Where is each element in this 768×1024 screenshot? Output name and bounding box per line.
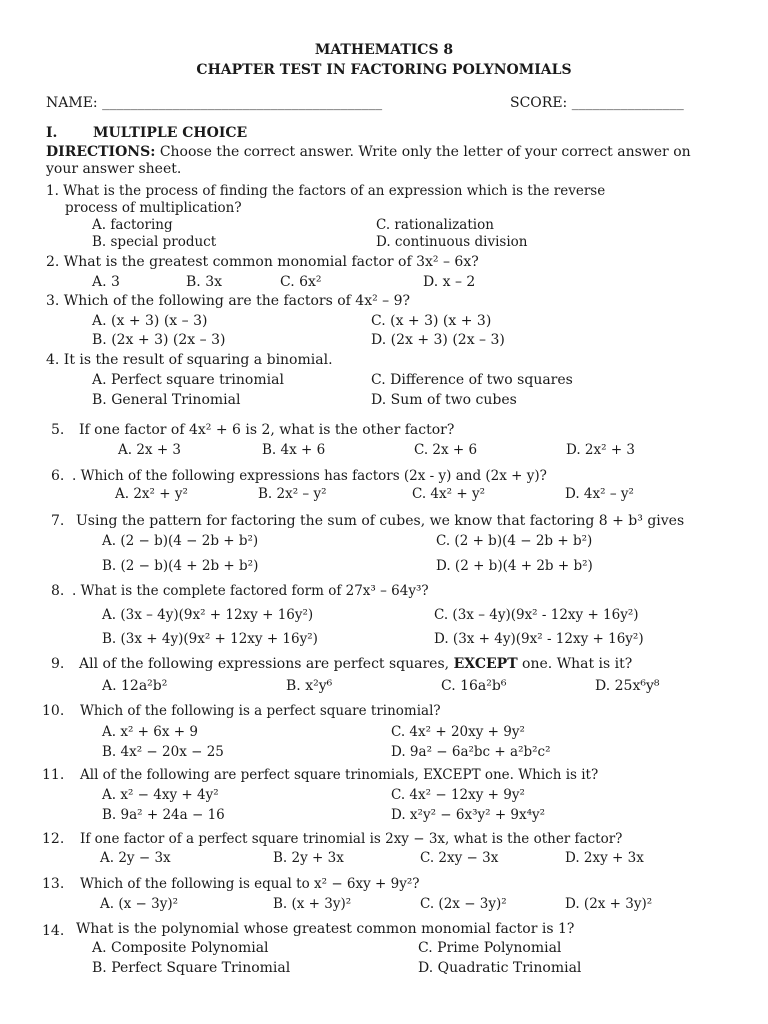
question-9-option-b: B. x²y⁶ xyxy=(286,678,333,694)
question-4-option-c: C. Difference of two squares xyxy=(371,372,573,388)
question-7-option-a: A. (2 − b)(4 − 2b + b²) xyxy=(102,533,259,549)
question-6-option-a: A. 2x² + y² xyxy=(115,486,188,502)
directions xyxy=(46,144,691,160)
question-7-option-c: C. (2 + b)(4 − 2b + b²) xyxy=(436,533,593,549)
question-9-text-after: one. What is it? xyxy=(517,656,633,672)
question-4-option-d: D. Sum of two cubes xyxy=(371,392,517,408)
question-14-option-b: B. Perfect Square Trinomial xyxy=(92,960,291,976)
question-14-number: 14. xyxy=(42,923,65,939)
document-subtitle: CHAPTER TEST IN FACTORING POLYNOMIALS xyxy=(196,62,572,78)
name-field: NAME: ________________________________________ xyxy=(46,95,383,111)
question-10-text: Which of the following is a perfect square trinomial? xyxy=(80,703,441,719)
question-12-option-b: B. 2y + 3x xyxy=(273,850,344,866)
question-7-option-d: D. (2 + b)(4 + 2b + b²) xyxy=(436,558,593,574)
question-13-number: 13. xyxy=(42,876,65,892)
question-4-text: 4. It is the result of squaring a binomial. xyxy=(46,352,333,368)
question-6-option-c: C. 4x² + y² xyxy=(412,486,485,502)
question-3-text: 3. Which of the following are the factors of 4x² – 9? xyxy=(46,293,411,309)
question-2-option-a: A. 3 xyxy=(92,274,120,290)
question-6-text: . Which of the following expressions has factors (2x - y) and (2x + y)? xyxy=(72,468,547,484)
directions-text: Choose the correct answer. Write only the letter of your correct answer on xyxy=(155,144,691,160)
question-14-option-a: A. Composite Polynomial xyxy=(92,940,269,956)
directions-label: DIRECTIONS: xyxy=(46,144,156,160)
question-2-text: 2. What is the greatest common monomial factor of 3x² – 6x? xyxy=(46,254,479,270)
question-6-option-d: D. 4x² – y² xyxy=(565,486,634,502)
question-5-number: 5. xyxy=(51,422,65,438)
question-7-number: 7. xyxy=(51,513,65,529)
question-8-option-d: D. (3x + 4y)(9x² - 12xy + 16y²) xyxy=(434,631,644,647)
question-8-text: . What is the complete factored form of 27x³ – 64y³? xyxy=(72,583,429,599)
question-13-option-b: B. (x + 3y)² xyxy=(273,896,352,912)
question-3-option-b: B. (2x + 3) (2x – 3) xyxy=(92,332,226,348)
question-7-option-b: B. (2 − b)(4 + 2b + b²) xyxy=(102,558,259,574)
question-1-text: 1. What is the process of finding the factors of an expression which is the reverse xyxy=(46,183,606,199)
question-5-option-b: B. 4x + 6 xyxy=(262,442,326,458)
question-8-number: 8. xyxy=(51,583,65,599)
question-14-option-c: C. Prime Polynomial xyxy=(418,940,562,956)
question-2-option-b: B. 3x xyxy=(186,274,222,290)
question-1-option-c: C. rationalization xyxy=(376,217,494,233)
question-5-option-a: A. 2x + 3 xyxy=(118,442,182,458)
question-10-option-c: C. 4x² + 20xy + 9y² xyxy=(391,724,525,740)
document-title: MATHEMATICS 8 xyxy=(314,42,454,58)
question-10-number: 10. xyxy=(42,703,65,719)
question-11-option-d: D. x²y² − 6x³y² + 9x⁴y² xyxy=(391,807,546,823)
question-14-option-d: D. Quadratic Trinomial xyxy=(418,960,582,976)
question-6-number: 6. xyxy=(51,468,65,484)
question-11-option-c: C. 4x² − 12xy + 9y² xyxy=(391,787,525,803)
question-10-option-d: D. 9a² − 6a²bc + a²b²c² xyxy=(391,744,551,760)
question-4-option-b: B. General Trinomial xyxy=(92,392,241,408)
question-8-option-b: B. (3x + 4y)(9x² + 12xy + 16y²) xyxy=(102,631,318,647)
question-3-option-a: A. (x + 3) (x – 3) xyxy=(92,313,208,329)
question-1-option-a: A. factoring xyxy=(92,217,173,233)
question-11-option-a: A. x² − 4xy + 4y² xyxy=(102,787,219,803)
directions-text-cont: your answer sheet. xyxy=(46,161,182,177)
question-12-option-c: C. 2xy − 3x xyxy=(420,850,499,866)
question-7-text: Using the pattern for factoring the sum of cubes, we know that factoring 8 + b³ gives xyxy=(76,513,685,529)
question-13-text: Which of the following is equal to x² − 6xy + 9y²? xyxy=(80,876,420,892)
question-6-option-b: B. 2x² – y² xyxy=(258,486,327,502)
question-12-number: 12. xyxy=(42,831,65,847)
section-number: I. xyxy=(46,125,58,141)
question-1-text-cont: process of multiplication? xyxy=(65,200,242,216)
question-9-option-d: D. 25x⁶y⁸ xyxy=(595,678,660,694)
question-9-text-before: All of the following expressions are perfect squares, xyxy=(79,656,454,672)
question-12-option-a: A. 2y − 3x xyxy=(100,850,171,866)
score-field: SCORE: ________________ xyxy=(510,95,684,111)
question-5-option-d: D. 2x² + 3 xyxy=(566,442,636,458)
question-3-option-d: D. (2x + 3) (2x – 3) xyxy=(371,332,505,348)
question-12-text: If one factor of a perfect square trinomial is 2xy − 3x, what is the other factor? xyxy=(80,831,623,847)
question-8-option-a: A. (3x – 4y)(9x² + 12xy + 16y²) xyxy=(102,607,314,623)
question-9-text xyxy=(79,656,632,672)
question-13-option-c: C. (2x − 3y)² xyxy=(420,896,507,912)
question-11-option-b: B. 9a² + 24a − 16 xyxy=(102,807,225,823)
question-3-option-c: C. (x + 3) (x + 3) xyxy=(371,313,492,329)
section-title: MULTIPLE CHOICE xyxy=(93,125,248,141)
question-9-text-bold: EXCEPT xyxy=(453,656,518,672)
question-2-option-c: C. 6x² xyxy=(280,274,322,290)
question-11-text: All of the following are perfect square trinomials, EXCEPT one. Which is it? xyxy=(80,767,599,783)
question-9-option-c: C. 16a²b⁶ xyxy=(441,678,507,694)
question-1-option-d: D. continuous division xyxy=(376,234,528,250)
question-10-option-b: B. 4x² − 20x − 25 xyxy=(102,744,224,760)
question-12-option-d: D. 2xy + 3x xyxy=(565,850,644,866)
question-13-option-d: D. (2x + 3y)² xyxy=(565,896,653,912)
question-14-text: What is the polynomial whose greatest common monomial factor is 1? xyxy=(76,921,575,937)
question-9-option-a: A. 12a²b² xyxy=(102,678,168,694)
question-1-option-b: B. special product xyxy=(92,234,217,250)
question-4-option-a: A. Perfect square trinomial xyxy=(92,372,284,388)
question-10-option-a: A. x² + 6x + 9 xyxy=(102,724,198,740)
question-8-option-c: C. (3x – 4y)(9x² - 12xy + 16y²) xyxy=(434,607,639,623)
question-5-option-c: C. 2x + 6 xyxy=(414,442,478,458)
question-5-text: If one factor of 4x² + 6 is 2, what is the other factor? xyxy=(79,422,455,438)
question-9-number: 9. xyxy=(51,656,65,672)
question-11-number: 11. xyxy=(42,767,65,783)
question-13-option-a: A. (x − 3y)² xyxy=(100,896,179,912)
question-2-option-d: D. x – 2 xyxy=(423,274,476,290)
